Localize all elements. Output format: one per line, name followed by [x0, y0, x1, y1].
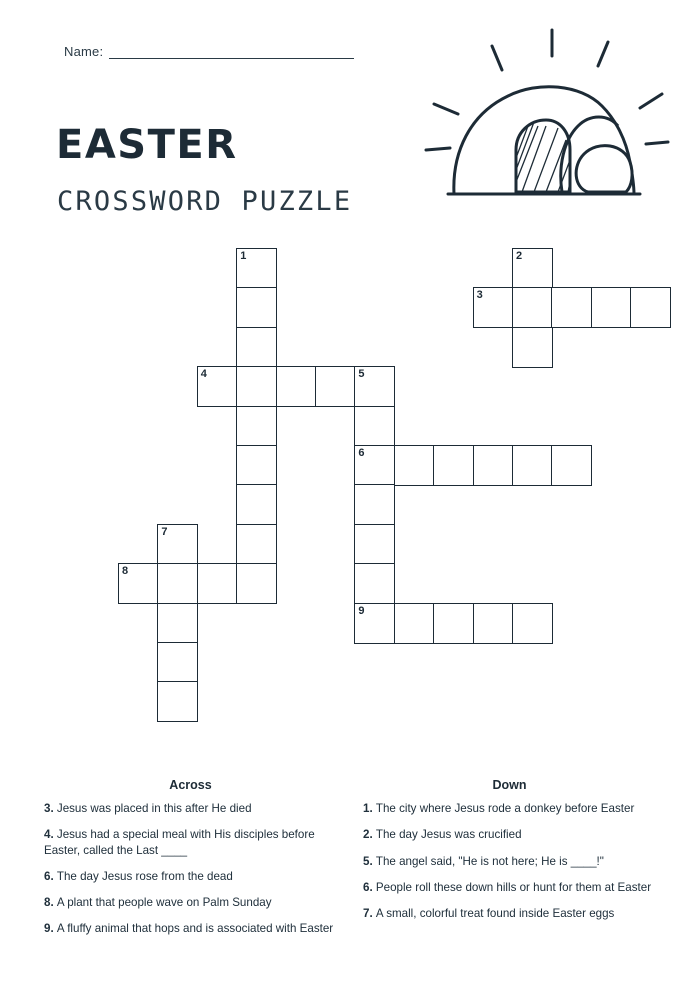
cell-number: 5 [358, 368, 365, 381]
crossword-cell[interactable] [630, 287, 671, 328]
crossword-cell[interactable] [157, 524, 198, 565]
crossword-cell[interactable] [512, 287, 553, 328]
crossword-cell[interactable] [512, 327, 553, 368]
crossword-cell[interactable] [197, 366, 238, 407]
crossword-cell[interactable] [551, 287, 592, 328]
clue-number: 2. [363, 828, 376, 842]
crossword-grid[interactable] [118, 248, 678, 748]
crossword-cell[interactable] [551, 445, 592, 486]
clue-item [44, 801, 337, 816]
crossword-cell[interactable] [236, 327, 277, 368]
clue-text: Jesus was placed in this after He died [56, 802, 252, 815]
crossword-cell[interactable] [236, 484, 277, 525]
crossword-cell[interactable] [157, 681, 198, 722]
clue-item [363, 827, 656, 842]
clue-item [44, 827, 337, 858]
clue-item [363, 801, 656, 816]
clue-number: 3. [44, 802, 57, 815]
crossword-cell[interactable] [236, 287, 277, 328]
cell-number: 1 [240, 250, 247, 262]
down-clue-list [363, 801, 656, 921]
crossword-cell[interactable] [354, 603, 395, 644]
clues-section [44, 778, 656, 948]
clue-number: 5. [363, 854, 376, 868]
crossword-cell[interactable] [473, 603, 514, 644]
cell-number: 6 [358, 447, 365, 459]
clue-number: 9. [44, 922, 57, 936]
crossword-cell[interactable] [433, 445, 474, 486]
clue-item [363, 906, 656, 921]
crossword-cell[interactable] [236, 406, 277, 447]
page-title: EASTER [56, 122, 238, 168]
crossword-cell[interactable] [512, 445, 553, 486]
clue-text: A small, colorful treat found inside Easter eggs [375, 907, 615, 921]
name-label: Name: [64, 44, 104, 59]
crossword-cell[interactable] [276, 366, 317, 407]
crossword-cell[interactable] [512, 603, 553, 644]
crossword-cell[interactable] [197, 563, 238, 604]
crossword-cell[interactable] [236, 524, 277, 565]
crossword-cell[interactable] [394, 603, 435, 644]
crossword-cell[interactable] [354, 484, 395, 525]
crossword-cell[interactable] [354, 563, 395, 604]
clue-item [44, 921, 337, 936]
clue-item [44, 869, 337, 884]
crossword-cell[interactable] [591, 287, 632, 328]
crossword-cell[interactable] [236, 563, 277, 604]
crossword-cell[interactable] [315, 366, 356, 407]
clue-text: A fluffy animal that hops and is associated with Easter [56, 922, 334, 936]
down-column [363, 778, 656, 948]
clue-number: 6. [363, 880, 376, 894]
crossword-cell[interactable] [157, 642, 198, 683]
crossword-cell[interactable] [354, 366, 395, 407]
crossword-cell[interactable] [473, 445, 514, 486]
clue-number: 7. [363, 907, 376, 921]
clue-number: 1. [363, 802, 376, 815]
crossword-cell[interactable] [473, 287, 514, 328]
crossword-cell[interactable] [394, 445, 435, 486]
down-heading: Down [492, 778, 527, 792]
clue-text: The day Jesus was crucified [375, 828, 522, 842]
crossword-cell[interactable] [236, 445, 277, 486]
clue-number: 8. [44, 896, 57, 910]
crossword-cell[interactable] [157, 603, 198, 644]
crossword-cell[interactable] [354, 524, 395, 565]
clue-text: People roll these down hills or hunt for them at Easter [375, 880, 652, 894]
crossword-cell[interactable] [236, 248, 277, 289]
cell-number: 4 [200, 368, 207, 381]
clue-item [44, 895, 337, 910]
crossword-cell[interactable] [433, 603, 474, 644]
crossword-cell[interactable] [354, 445, 395, 486]
cell-number: 9 [358, 604, 365, 617]
crossword-cell[interactable] [157, 563, 198, 604]
crossword-cell[interactable] [354, 406, 395, 447]
cell-number: 7 [161, 525, 168, 538]
clue-item [363, 880, 656, 895]
cell-number: 3 [476, 289, 483, 302]
page-subtitle: CROSSWORD PUZZLE [57, 186, 353, 217]
across-heading: Across [169, 778, 212, 792]
cell-number: 2 [516, 250, 523, 262]
clue-text: The day Jesus rose from the dead [56, 869, 233, 883]
clue-text: The city where Jesus rode a donkey before Easter [375, 802, 635, 815]
crossword-cell[interactable] [236, 366, 277, 407]
cell-number: 8 [122, 565, 129, 578]
clue-item [363, 854, 656, 869]
clue-number: 6. [44, 869, 57, 883]
crossword-cell[interactable] [118, 563, 159, 604]
name-write-line[interactable] [109, 45, 354, 59]
across-column [44, 778, 337, 948]
clue-text: Jesus had a special meal with His disciples before Easter, called the Last ____ [44, 828, 315, 857]
clue-text: A plant that people wave on Palm Sunday [56, 896, 272, 910]
across-clue-list [44, 801, 337, 937]
clue-number: 4. [44, 828, 57, 842]
clue-text: The angel said, "He is not here; He is ____!" [375, 854, 604, 868]
name-field-row [64, 44, 354, 59]
empty-tomb-icon [412, 22, 682, 222]
crossword-cell[interactable] [512, 248, 553, 289]
